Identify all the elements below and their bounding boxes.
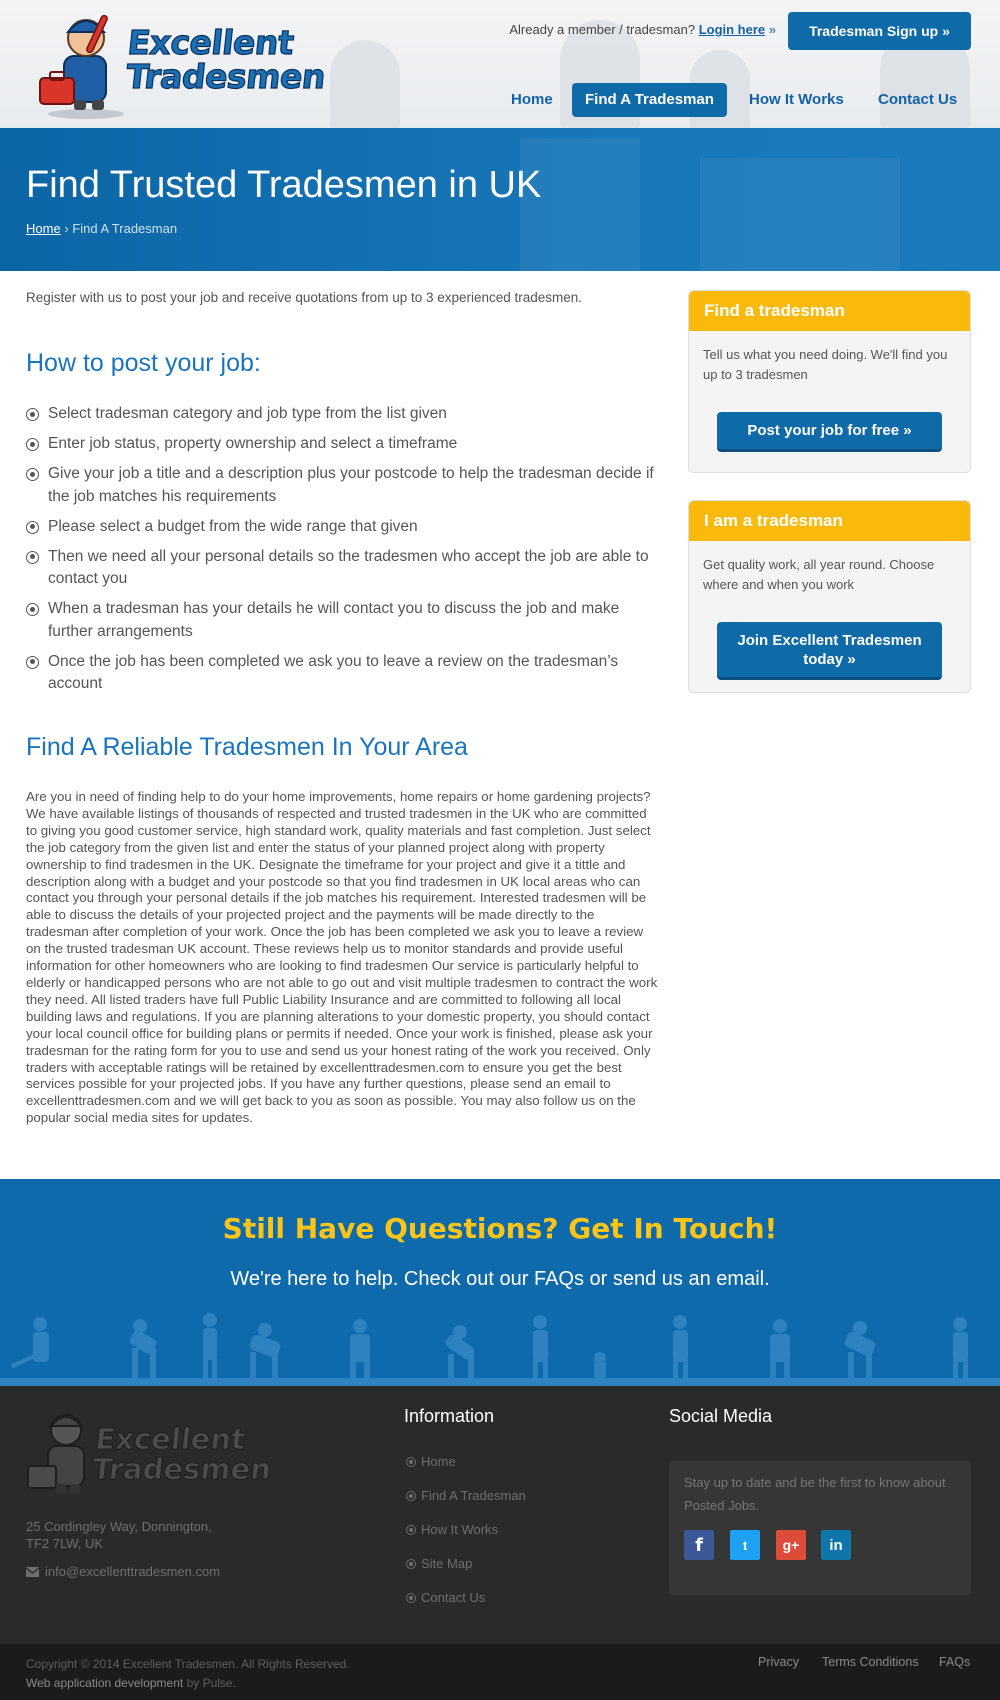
circle-bullet-icon [406, 1457, 416, 1467]
cta-title: Still Have Questions? Get In Touch! [222, 1212, 778, 1245]
circle-bullet-icon [26, 551, 39, 564]
facebook-icon[interactable]: f [684, 1530, 714, 1560]
address-line1: 25 Cordingley Way, Donnington, [26, 1519, 212, 1534]
logo-line2: Tradesmen [124, 57, 328, 96]
tradesman-signup-button[interactable]: Tradesman Sign up » [788, 12, 971, 50]
site-footer [0, 1386, 1000, 1644]
faqs-link[interactable]: FAQs [939, 1655, 971, 1669]
copyright [26, 1655, 350, 1693]
information-heading: Information [404, 1406, 495, 1426]
join-tradesmen-button[interactable]: Join Excellent Tradesmen today » [717, 622, 942, 680]
breadcrumb-home[interactable]: Home [26, 221, 61, 236]
social-media-heading: Social Media [669, 1406, 773, 1426]
linkedin-icon[interactable]: in [821, 1530, 851, 1560]
reliable-tradesmen-heading: Find A Reliable Tradesmen In Your Area [26, 733, 468, 761]
footer-address [26, 1518, 212, 1552]
circle-bullet-icon [26, 521, 39, 534]
address-line2: TF2 7LW, UK [26, 1536, 104, 1551]
circle-bullet-icon [406, 1593, 416, 1603]
circle-bullet-icon [26, 438, 39, 451]
find-tradesman-card-text: Tell us what you need doing. We'll find you up to 3 tradesmen [703, 347, 948, 382]
footer-link-home[interactable]: Home [406, 1454, 526, 1488]
tradesman-card-title: I am a tradesman [689, 501, 970, 541]
google-plus-icon[interactable]: g+ [776, 1530, 806, 1560]
find-tradesman-card [688, 290, 971, 473]
nav-how-it-works[interactable]: How It Works [749, 91, 844, 108]
circle-bullet-icon [406, 1491, 416, 1501]
main-nav [0, 83, 1000, 117]
nav-contact-us[interactable]: Contact Us [878, 91, 958, 108]
social-media-text: Stay up to date and be the first to know about Posted Jobs. [684, 1475, 946, 1513]
tradesman-card-text: Get quality work, all year round. Choose where and when you work [703, 557, 935, 592]
footer-logo-line2: Tradesmen [90, 1452, 273, 1486]
list-item: Then we need all your personal details so the tradesmen who accept the job are able to contact you [26, 546, 666, 591]
list-item: When a tradesman has your details he will contact you to discuss the job and make further arrangements [26, 598, 666, 643]
list-item: Give your job a title and a description plus your postcode to help the tradesman decide if the job matches his requirements [26, 463, 666, 508]
footer-link-find-a-tradesman[interactable]: Find A Tradesman [406, 1488, 526, 1522]
breadcrumb [26, 221, 177, 236]
find-tradesman-card-title: Find a tradesman [689, 291, 970, 331]
footer-link-site-map[interactable]: Site Map [406, 1556, 526, 1590]
nav-find-a-tradesman[interactable]: Find A Tradesman [572, 83, 727, 117]
circle-bullet-icon [26, 656, 39, 669]
twitter-icon[interactable]: t [730, 1530, 760, 1560]
web-dev-link[interactable]: Web application development [26, 1676, 184, 1690]
information-links [406, 1454, 526, 1624]
contact-cta-band [0, 1179, 1000, 1386]
list-item: Enter job status, property ownership and select a timeframe [26, 433, 666, 456]
social-media-box [669, 1461, 971, 1595]
footer-bottom-bar [0, 1644, 1000, 1700]
login-arrow: » [768, 22, 776, 37]
circle-bullet-icon [26, 468, 39, 481]
terms-conditions-link[interactable]: Terms Conditions [822, 1655, 919, 1669]
breadcrumb-current: Find A Tradesman [72, 221, 178, 236]
tradesman-card [688, 500, 971, 693]
circle-bullet-icon [26, 603, 39, 616]
member-prompt: Already a member / tradesman? [509, 22, 696, 37]
workers-silhouette-icon [0, 1296, 1000, 1386]
email-address: info@excellenttradesmen.com [45, 1564, 221, 1579]
privacy-link[interactable]: Privacy [758, 1655, 799, 1669]
steps-list [26, 403, 666, 703]
list-item: Select tradesman category and job type from the list given [26, 403, 666, 426]
dev-by-text: by Pulse. [186, 1676, 236, 1690]
footer-link-how-it-works[interactable]: How It Works [406, 1522, 526, 1556]
circle-bullet-icon [26, 408, 39, 421]
circle-bullet-icon [406, 1559, 416, 1569]
how-to-post-heading: How to post your job: [26, 349, 261, 377]
login-link[interactable]: Login here [698, 22, 766, 37]
footer-logo-text [91, 1424, 276, 1484]
page-banner [0, 128, 1000, 271]
site-header [0, 0, 1000, 128]
list-item: Once the job has been completed we ask you to leave a review on the tradesman’s account [26, 651, 666, 696]
member-login-text [440, 22, 776, 37]
banner-texture [700, 158, 900, 271]
intro-text: Register with us to post your job and receive quotations from up to 3 experienced tradesmen. [26, 290, 583, 305]
footer-logo-line1: Excellent [93, 1422, 247, 1456]
envelope-icon [26, 1567, 39, 1577]
page-title: Find Trusted Tradesmen in UK [26, 164, 542, 206]
footer-link-contact-us[interactable]: Contact Us [406, 1590, 526, 1624]
cta-subtitle: We're here to help. Check out our FAQs or send us an email. [230, 1268, 770, 1290]
description-paragraph: Are you in need of finding help to do your home improvements, home repairs or home gardening projects? We have available listings of thousands of respected and trusted tradesmen in the UK who are committed to giving you good customer service, high standard work, quality materials and fast completion. Just select the job category from the given list and enter the status of your planned project along with property ownership to find tradesmen in the UK. Designate the timeframe for your project and give it a tittle and description along with a budget and your postcode so that you find tradesmen in UK local areas who can contact you through your personal details if the job matches his requirement. Interested tradesmen will be able to discuss the details of your projected project and the payments will be made directly to the tradesman after completion of your work. Once the job has been completed we ask you to leave a review on the trusted tradesman UK account. These reviews help us to monitor standards and provide useful information for other homeowners who are looking to find tradesmen Our service is particularly helpful to elderly or handicapped persons who are not able to go out and visit multiple tradesmen to contract the work they need. All listed traders have full Public Liability Insurance and are committed to following all local building laws and regulations. If you are planning alterations to your domestic property, you should contact your local council office for building plans or permits if needed. Once your work is finished, please ask your tradesman for the rating form for you to use and send us your honest rating of the work you received. Only traders with acceptable ratings will be retained by excellenttradesmen.com to ensure you get the best services possible for your projected jobs. If you have any further questions, please send an email to excellenttradesmen.com and we will get back to you as soon as possible. You may also follow us on the popular social media sites for updates. [26, 789, 658, 1126]
nav-home[interactable]: Home [511, 91, 553, 108]
breadcrumb-separator: › [64, 221, 69, 236]
copyright-text: Copyright © 2014 Excellent Tradesmen. All Rights Reserved. [26, 1657, 350, 1671]
logo-line1: Excellent [125, 23, 296, 62]
list-item: Please select a budget from the wide range that given [26, 516, 666, 539]
footer-logo[interactable] [26, 1406, 273, 1501]
post-job-button[interactable]: Post your job for free » [717, 412, 942, 452]
footer-email[interactable] [26, 1564, 220, 1579]
circle-bullet-icon [406, 1525, 416, 1535]
